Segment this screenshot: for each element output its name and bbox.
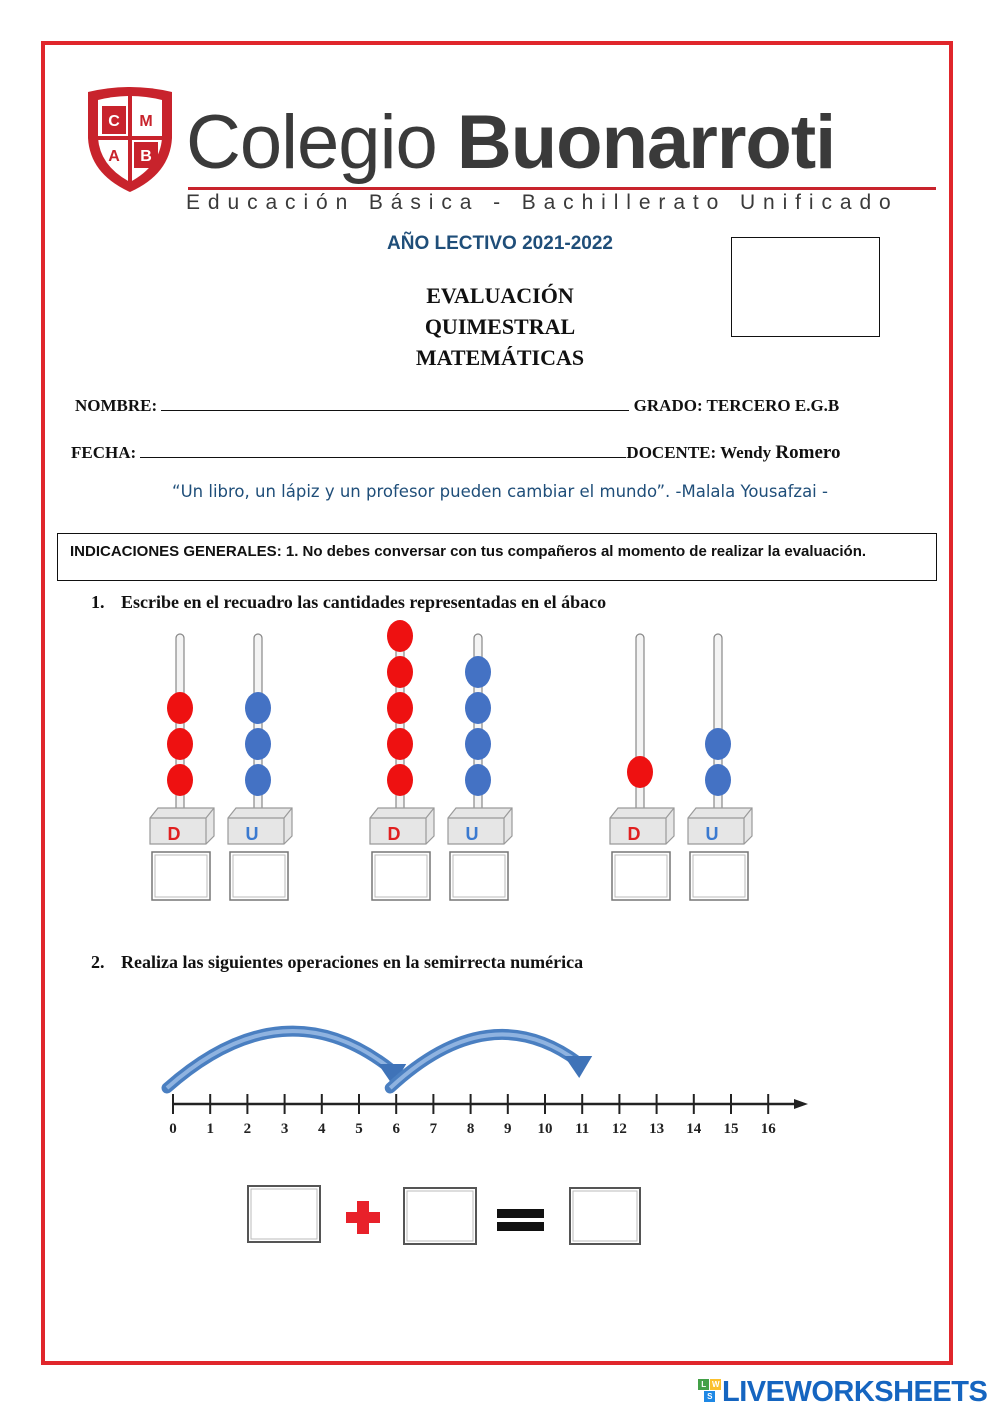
tick-label: 15 [723, 1121, 739, 1137]
jump-arrow [390, 1034, 592, 1088]
tick-label: 2 [243, 1121, 252, 1137]
plus-icon [346, 1201, 380, 1261]
tick-label: 1 [206, 1121, 214, 1137]
teacher-last-name: Romero [775, 442, 841, 463]
tens-label: D [627, 824, 641, 844]
jump-arrow [167, 1031, 406, 1088]
tick-label: 4 [318, 1121, 326, 1137]
motivational-quote: “Un libro, un lápiz y un profesor pueden cambiar el mundo”. -Malala Yousafzai - [172, 482, 828, 501]
jump-arc [390, 1034, 578, 1088]
equation-answer-box[interactable] [570, 1188, 640, 1244]
number-line-arrow-icon [794, 1099, 808, 1109]
crest-letter: B [140, 148, 152, 165]
teacher-label: DOCENTE: [626, 443, 717, 462]
jump-arrowhead-icon [564, 1056, 592, 1078]
title-line-3: MATEMÁTICAS [415, 345, 585, 370]
tens-label: D [167, 824, 181, 844]
title-line-1: EVALUACIÓN [426, 283, 574, 308]
question-1-number: 1. [91, 592, 105, 612]
plus-bar [357, 1201, 369, 1234]
crest-letter: C [108, 113, 120, 130]
jump-arc-highlight [167, 1031, 392, 1088]
grade-label: GRADO: TERCERO E.G.B [633, 396, 840, 415]
question-2-text: Realiza las siguientes operaciones en la semirrecta numérica [121, 952, 584, 972]
question-2-number: 2. [91, 952, 105, 972]
tick-label: 10 [537, 1121, 553, 1137]
equals-bar [497, 1222, 544, 1231]
crest-letter: M [139, 113, 153, 130]
logo-tile: W [711, 1380, 720, 1389]
teacher-first-name: Wendy [720, 443, 772, 462]
tick-label: 16 [760, 1121, 776, 1137]
units-label: U [465, 824, 479, 844]
general-instructions: INDICACIONES GENERALES: 1. No debes conversar con tus compañeros al momento de realizar la evaluación. [57, 533, 937, 581]
units-label: U [705, 824, 719, 844]
tick-label: 12 [611, 1121, 627, 1137]
date-label: FECHA: [71, 443, 137, 462]
school-tagline: Educación Básica - Bachillerato Unificado [186, 191, 899, 214]
tick-label: 14 [686, 1121, 702, 1137]
tick-label: 8 [466, 1121, 475, 1137]
liveworksheets-logo-icon [698, 1379, 722, 1403]
tick-label: 3 [280, 1121, 289, 1137]
equation-answer-box[interactable] [404, 1188, 476, 1244]
units-label: U [245, 824, 259, 844]
tick-label: 7 [429, 1121, 438, 1137]
logo-tile: S [704, 1391, 715, 1402]
watermark-text: LIVEWORKSHEETS [722, 1376, 988, 1408]
school-year: AÑO LECTIVO 2021-2022 [387, 233, 613, 254]
question-1-text: Escribe en el recuadro las cantidades representadas en el ábaco [121, 592, 607, 612]
liveworksheets-watermark [698, 1376, 987, 1409]
tick-label: 6 [392, 1121, 400, 1137]
equals-bar [497, 1209, 544, 1218]
title-line-2: QUIMESTRAL [424, 314, 576, 339]
brand-word-buonarroti: Buonarroti [456, 100, 836, 185]
name-label: NOMBRE: [75, 396, 158, 415]
tick-label: 11 [575, 1121, 590, 1137]
equals-symbol: = [520, 1260, 521, 1261]
tick-label: 5 [355, 1121, 363, 1137]
logo-tile: L [698, 1379, 709, 1390]
plus-symbol: + [363, 1260, 364, 1261]
tens-label: D [387, 824, 401, 844]
tick-label: 13 [649, 1121, 665, 1137]
crest-letter: A [108, 148, 120, 165]
brand-word-colegio: Colegio [186, 100, 437, 185]
equation-answer-box[interactable] [248, 1186, 320, 1242]
tick-label: 9 [504, 1121, 512, 1137]
tick-label: 0 [169, 1121, 177, 1137]
equals-icon [497, 1209, 544, 1261]
